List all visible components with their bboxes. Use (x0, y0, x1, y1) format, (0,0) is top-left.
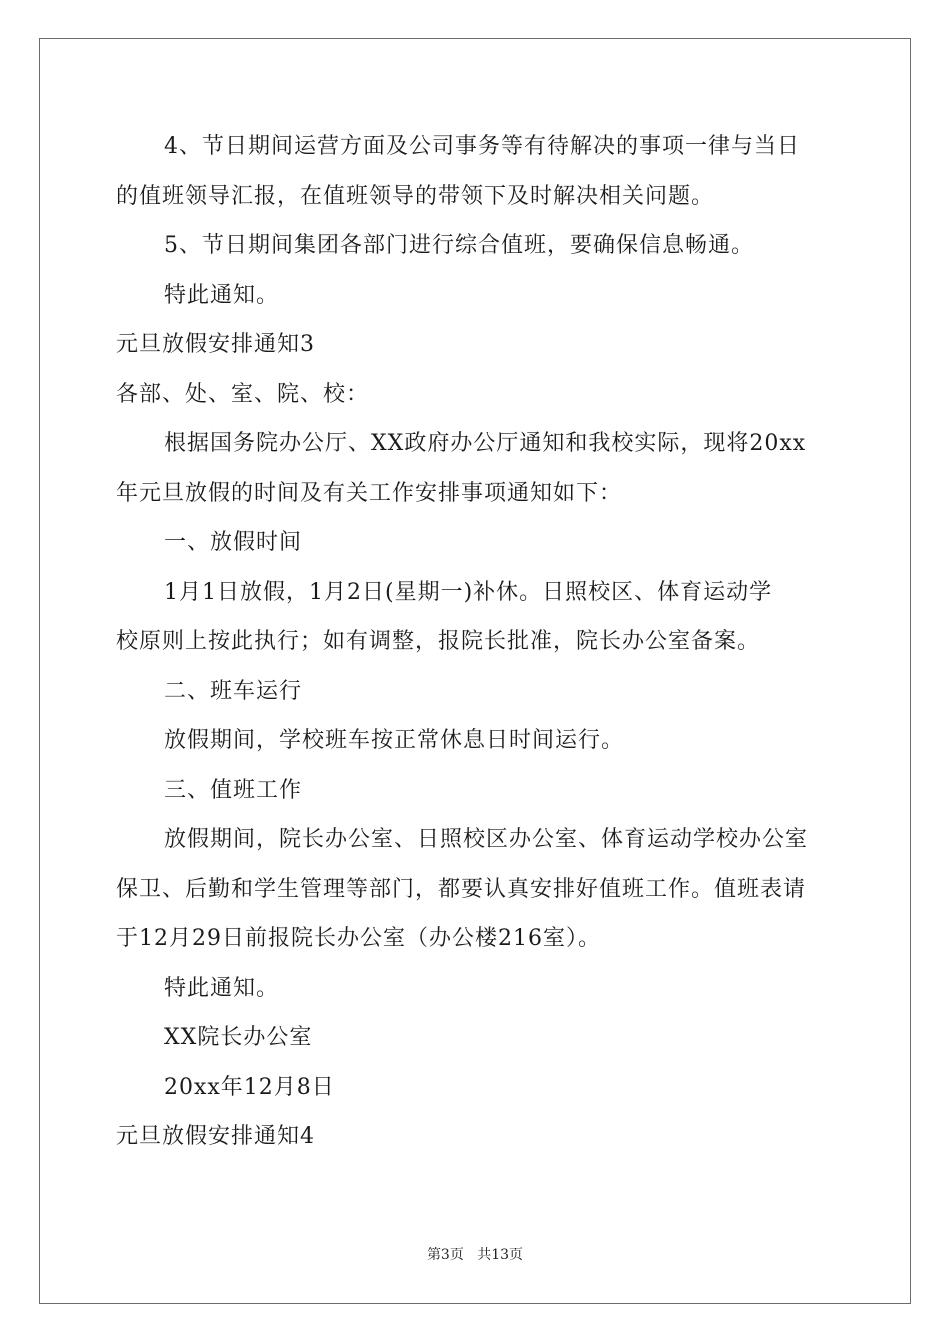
text-line: 校原则上按此执行；如有调整，报院长批准，院长办公室备案。 (116, 629, 761, 654)
text-line: 5、节日期间集团各部门进行综合值班，要确保信息畅通。 (164, 233, 754, 258)
text-line: 放假期间，学校班车按正常休息日时间运行。 (164, 728, 625, 753)
section-heading: 元旦放假安排通知3 (116, 332, 315, 357)
signature-date: 20xx年12月8日 (164, 1074, 335, 1100)
page-footer (0, 1244, 950, 1264)
salutation: 各部、处、室、院、校： (116, 381, 370, 407)
document-body (116, 122, 836, 1162)
text-line: 根据国务院办公厅、XX政府办公厅通知和我校实际，现将20xx (164, 431, 807, 456)
text-line: 1月1日放假，1月2日(星期一)补休。日照校区、体育运动学 (164, 579, 773, 605)
section-heading: 元旦放假安排通知4 (116, 1124, 315, 1149)
closing-line: 特此通知。 (164, 282, 280, 308)
page-total: 共13页 (477, 1247, 524, 1263)
text-line: 4、节日期间运营方面及公司事务等有待解决的事项一律与当日 (164, 134, 800, 159)
signature-office: XX院长办公室 (164, 1025, 313, 1050)
text-line: 保卫、后勤和学生管理等部门，都要认真安排好值班工作。值班表请 (116, 876, 807, 902)
text-line: 放假期间，院长办公室、日照校区办公室、体育运动学校办公室 (164, 827, 809, 852)
subheading: 三、值班工作 (164, 777, 303, 803)
text-line: 于12月29日前报院长办公室（办公楼216室）。 (116, 926, 601, 951)
page-number: 第3页 (426, 1247, 464, 1263)
subheading: 一、放假时间 (164, 530, 303, 555)
subheading: 二、班车运行 (164, 678, 303, 704)
closing-line: 特此通知。 (164, 975, 280, 1001)
text-line: 的值班领导汇报，在值班领导的带领下及时解决相关问题。 (116, 183, 715, 209)
text-line: 年元旦放假的时间及有关工作安排事项通知如下： (116, 480, 623, 506)
